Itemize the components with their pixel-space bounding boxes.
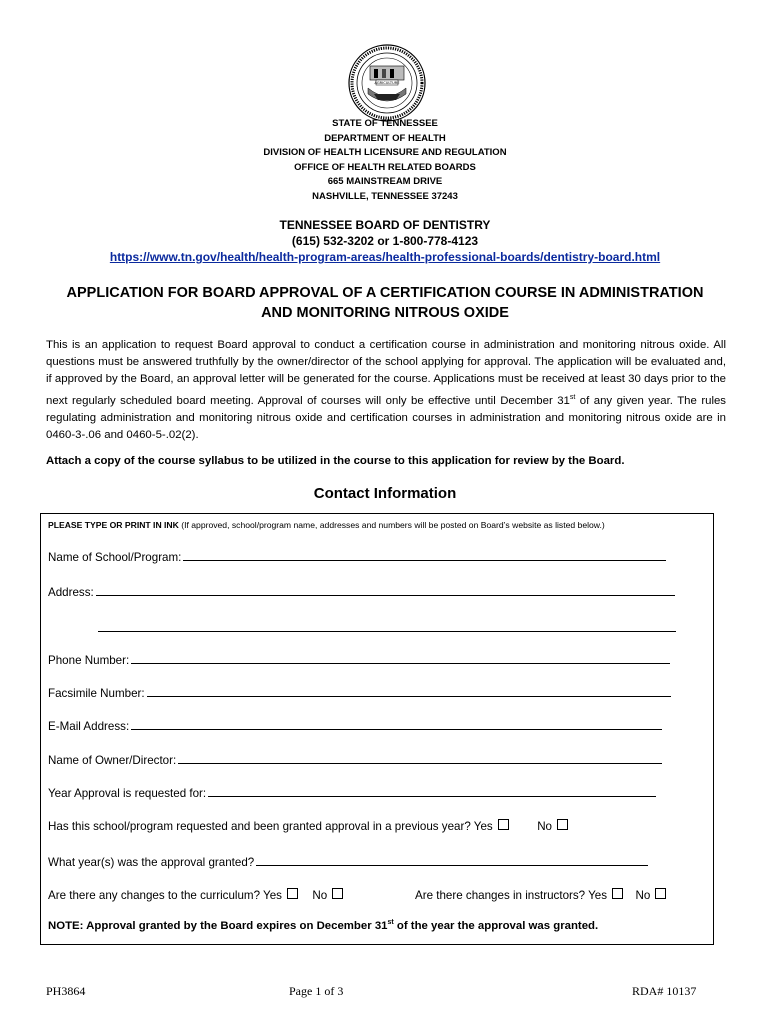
instructors-label: Are there changes in instructors? Yes (415, 889, 608, 902)
school-name-field[interactable] (183, 548, 666, 561)
board-website-link[interactable]: https://www.tn.gov/health/health-program-areas/health-professional-boards/dentistry-board.html (109, 250, 661, 264)
address-field-line-1[interactable] (96, 583, 675, 596)
fax-label: Facsimile Number: (48, 687, 145, 700)
curriculum-label: Are there any changes to the curriculum? Yes (48, 889, 282, 902)
instructors-yes-checkbox[interactable] (612, 888, 623, 899)
intro-paragraph (46, 337, 726, 444)
intro-text-2: of any given year. The rules regulating administration and monitoring nitrous oxide and certification courses in administration and monitoring nitrous oxide are in 0460-3-.06 and 0460-5-.02(2). (46, 394, 727, 441)
seal-text: AGRICULTURE (374, 81, 400, 85)
email-row (48, 717, 662, 733)
instruction-bold: PLEASE TYPE OR PRINT IN INK (48, 520, 179, 530)
granted-year-label: What year(s) was the approval granted? (48, 856, 255, 869)
rda-number: RDA# 10137 (632, 984, 697, 998)
email-label: E-Mail Address: (48, 720, 130, 733)
note-superscript: st (387, 919, 394, 926)
state-seal-logo (348, 44, 426, 122)
granted-year-field[interactable] (256, 853, 648, 866)
board-name: TENNESSEE BOARD OF DENTISTRY (279, 218, 491, 232)
fax-row (48, 684, 671, 700)
phone-field[interactable] (131, 651, 670, 664)
header-line: STATE OF TENNESSEE (332, 118, 438, 129)
phone-label: Phone Number: (48, 654, 130, 667)
previous-no-checkbox[interactable] (557, 819, 568, 830)
header-line: DEPARTMENT OF HEALTH (324, 132, 446, 144)
instructors-no-checkbox[interactable] (655, 888, 666, 899)
curriculum-no-checkbox[interactable] (332, 888, 343, 899)
header-line: DIVISION OF HEALTH LICENSURE AND REGULATION (263, 147, 507, 159)
application-title (40, 283, 730, 323)
intro-superscript: st (569, 393, 576, 401)
form-instruction (48, 520, 605, 530)
granted-year-row (48, 853, 648, 869)
owner-label: Name of Owner/Director: (48, 754, 177, 767)
phone-row (48, 651, 670, 667)
note-text-1: NOTE: Approval granted by the Board expires on December 31 (48, 919, 388, 932)
curriculum-row (48, 888, 343, 902)
fax-field[interactable] (147, 684, 671, 697)
owner-row (48, 751, 662, 767)
note-text-2: of the year the approval was granted. (393, 919, 599, 932)
intro-text-1: This is an application to request Board approval to conduct a certification course in administration and monitoring nitrous oxide. All questions must be answered truthfully by the owner/director of the school applying for approval. The application will be evaluated and, if approved by the Board, an approval letter will be generated for the course. Applications must be received at least 30 days prior to the next regularly scheduled board meeting. Approval of courses will only be effective until December 31 (46, 339, 726, 407)
owner-field[interactable] (178, 751, 662, 764)
header-line: 665 MAINSTREAM DRIVE (327, 176, 443, 188)
header-line: OFFICE OF HEALTH RELATED BOARDS (294, 161, 476, 173)
instructors-row (415, 888, 666, 902)
title-line-2: AND MONITORING NITROUS OXIDE (261, 305, 509, 321)
address-field-line-2[interactable] (98, 619, 676, 632)
email-field[interactable] (131, 717, 662, 730)
title-line-1: APPLICATION FOR BOARD APPROVAL OF A CERTIFICATION COURSE IN ADMINISTRATION (66, 285, 704, 301)
school-name-label: Name of School/Program: (48, 551, 182, 564)
header-line: NASHVILLE, TENNESSEE 37243 (312, 190, 458, 202)
previous-approval-label: Has this school/program requested and been granted approval in a previous year? Yes (48, 820, 493, 833)
address-label: Address: (48, 586, 94, 599)
address-row-2 (96, 619, 676, 635)
previous-approval-row (48, 819, 568, 833)
board-phone: (615) 532-3202 or 1-800-778-4123 (291, 234, 479, 248)
instructors-no-label: No (635, 889, 651, 902)
address-row (48, 583, 675, 599)
contact-section-title: Contact Information (313, 485, 457, 502)
attach-syllabus-note: Attach a copy of the course syllabus to be utilized in the course to this application for review by the Board. (46, 455, 625, 467)
year-label: Year Approval is requested for: (48, 787, 207, 800)
school-name-row (48, 548, 666, 564)
year-row (48, 784, 656, 800)
year-field[interactable] (208, 784, 656, 797)
board-info (0, 217, 770, 265)
page-number: Page 1 of 3 (289, 984, 344, 998)
previous-no-label: No (537, 820, 553, 833)
instruction-rest: (If approved, school/program name, addresses and numbers will be posted on Board’s website as listed below.) (178, 520, 605, 530)
curriculum-no-label: No (312, 889, 328, 902)
agency-header (0, 117, 770, 205)
previous-yes-checkbox[interactable] (498, 819, 509, 830)
form-id: PH3864 (46, 984, 86, 998)
curriculum-yes-checkbox[interactable] (287, 888, 298, 899)
expiration-note (48, 919, 598, 932)
